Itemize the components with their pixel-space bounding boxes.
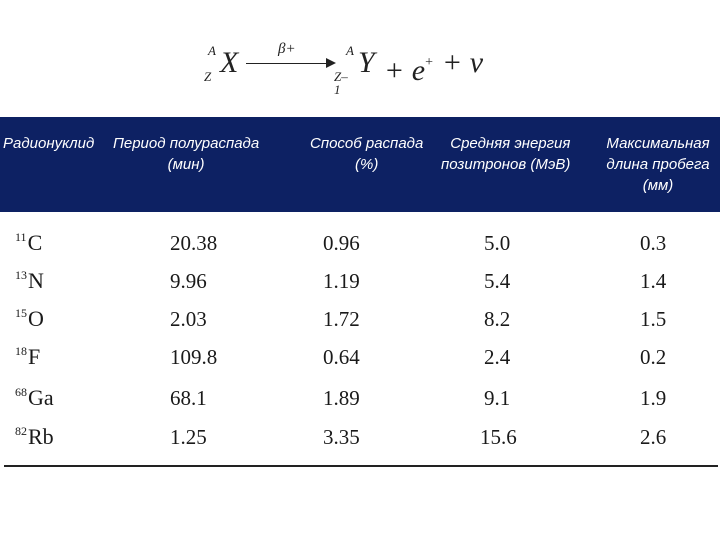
- positron-sign: +: [425, 55, 433, 70]
- parent-nucleus: X: [220, 46, 239, 79]
- decay-value: 1.72: [323, 307, 360, 331]
- column-header-half-life: Период полураспада (мин): [113, 135, 260, 173]
- decay-value: 1.19: [323, 269, 360, 293]
- parent-atomic-number: Z: [204, 69, 212, 84]
- range-value: 1.5: [640, 307, 667, 331]
- daughter-atomic-number: Z–1: [334, 69, 348, 97]
- table-row: [0, 340, 720, 374]
- arrow-label: β+: [278, 41, 296, 57]
- table-row: [0, 420, 720, 454]
- table-row: [0, 264, 720, 298]
- energy-value: 5.0: [484, 231, 511, 255]
- arrow-head-icon: [326, 58, 336, 68]
- range-value: 2.6: [640, 425, 667, 449]
- energy-value: 15.6: [480, 425, 517, 449]
- half-life-value: 9.96: [170, 269, 207, 293]
- table-bottom-rule: [4, 465, 718, 467]
- decay-value: 3.35: [323, 425, 360, 449]
- table-row: [0, 381, 720, 415]
- range-value: 1.4: [640, 269, 667, 293]
- decay-value: 1.89: [323, 386, 360, 410]
- range-value: 0.2: [640, 345, 667, 369]
- energy-value: 8.2: [484, 307, 511, 331]
- decay-value: 0.64: [323, 345, 360, 369]
- half-life-value: 2.03: [170, 307, 207, 331]
- half-life-value: 68.1: [170, 386, 207, 410]
- column-header-max-range: Максимальная длина пробега (мм): [606, 135, 710, 194]
- range-value: 0.3: [640, 231, 667, 255]
- parent-mass-number: A: [208, 43, 216, 58]
- energy-value: 2.4: [484, 345, 511, 369]
- range-value: 1.9: [640, 386, 667, 410]
- daughter-mass-number: A: [346, 43, 354, 58]
- isotope-label: $^{13}$N: [15, 268, 44, 293]
- half-life-value: 109.8: [170, 345, 218, 369]
- positron-term: + e+: [384, 54, 433, 87]
- neutrino-term: + ν: [442, 46, 484, 79]
- column-header-decay-mode: Способ распада (%): [310, 135, 424, 173]
- daughter-nucleus: Y: [358, 46, 375, 79]
- isotope-label: $^{11}$C: [15, 230, 43, 255]
- table-header: [0, 117, 720, 212]
- half-life-value: 1.25: [170, 425, 207, 449]
- energy-value: 9.1: [484, 386, 511, 410]
- table-row: [0, 302, 720, 336]
- reaction-arrow: [246, 63, 328, 64]
- column-header-positron-energy: Средняя энергия позитронов (МэВ): [441, 135, 571, 173]
- decay-value: 0.96: [323, 231, 360, 255]
- isotope-label: $^{68}$Ga: [15, 385, 54, 410]
- table-row: [0, 226, 720, 260]
- isotope-label: $^{82}$Rb: [15, 424, 54, 449]
- half-life-value: 20.38: [170, 231, 218, 255]
- isotope-label: $^{18}$F: [15, 344, 41, 369]
- energy-value: 5.4: [484, 269, 511, 293]
- column-header-radionuclide: Радионуклид: [3, 135, 95, 152]
- isotope-label: $^{15}$O: [15, 306, 44, 331]
